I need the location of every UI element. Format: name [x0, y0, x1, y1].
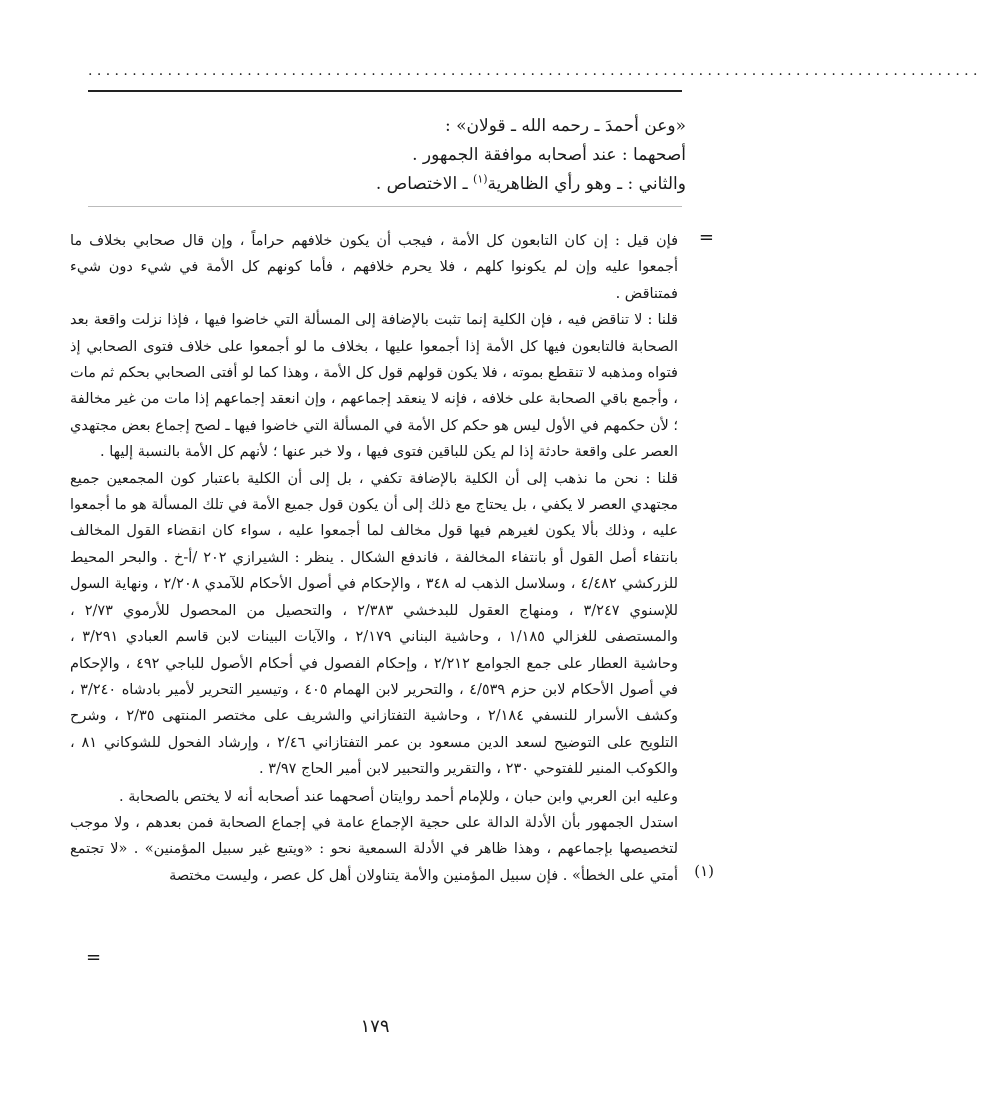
footnote-paragraph-reply-2: قلنا : نحن ما نذهب إلى أن الكلية بالإضافة تكفي ، بل إلى أن الكلية باعتبار كون المجمعين جميع مجتهدي العصر لا يكفي ، بل يحتاج مع ذلك إلى أن يكون قول جميع الأمة في تلك المسألة هو ما أجمعوا عليه ، وذلك بألا يكون لغيرهم فيها قول مخالف لما أجمعوا عليه ، سواء كان انقضاء القول المخالف بانتفاء أصل القول أو بانتفاء المخالفة ، فاندفع الشكال . ينظر : الشيرازي ٢٠٢ /أ-خ . والبحر المحيط للزركشي ٤/٤٨٢ ، وسلاسل الذهب له ٣٤٨ ، والإحكام في أصول الأحكام للآمدي ٢/٢٠٨ ، ونهاية السول للإسنوي ٣/٢٤٧ ، ومنهاج العقول للبدخشي ٢/٣٨٣ ، والتحصيل من المحصول للأرموي ٢/٧٣ ، والمستصفى للغزالي ١/١٨٥ ، وحاشية البناني ٢/١٧٩ ، والآيات البينات لابن قاسم العبادي ٣/٢٩١ ، وحاشية العطار على جمع الجوامع ٢/٢١٢ ، وإحكام الفصول في أحكام الأصول للباجي ٤٩٢ ، والإحكام في أصول الأحكام لابن حزم ٤/٥٣٩ ، والتحرير لابن الهمام ٤٠٥ ، وتيسير التحرير لأمير بادشاه ٣/٢٤٠ ، وكشف الأسرار للنسفي ٢/١٨٤ ، وحاشية التفتازاني والشريف على مختصر المنتهى ٢/٣٥ ، وشرح التلويح على التوضيح لسعد الدين مسعود بن عمر التفتازاني ٢/٤٦ ، وإرشاد الفحول للشوكاني ٨١ ، والكوكب المنير للفتوحي ٢٣٠ ، والتقرير والتحبير لابن أمير الحاج ٣/٩٧ .	[70, 470, 679, 778]
main-text	[246, 112, 686, 199]
main-line-3-text: والثاني : ـ وهو رأي الظاهرية	[487, 174, 686, 194]
header-rule	[88, 90, 682, 92]
footnote-number: (١)	[694, 862, 714, 880]
footnote-ref[interactable]: (١)	[473, 172, 488, 186]
continuation-mark: =	[698, 227, 714, 248]
footnotes	[70, 228, 678, 889]
header-dotted-line: .....................................................................................................	[88, 63, 982, 79]
main-line-2: أصحهما : عند أصحابه موافقة الجمهور .	[412, 145, 686, 165]
main-line-3	[246, 170, 686, 199]
main-line-1: «وعن أحمدَ ـ رحمه الله ـ قولان» :	[445, 116, 686, 136]
continues-mark: =	[86, 947, 102, 968]
footnote-paragraph-objection: فإن قيل : إن كان التابعون كل الأمة ، فيجب أن يكون خلافهم حراماً ، وإن قال صحابي بخلاف ما أجمعوا عليه وإن لم يكونوا كلهم ، فلا يحرم خلافهم ، فأما كونهم كل الأمة في شيء دون شيء فمتناقض .	[70, 233, 678, 302]
footnote-separator	[88, 206, 682, 207]
footnote-paragraph-reply-1: قلنا : لا تناقض فيه ، فإن الكلية إنما تثبت بالإضافة إلى المسألة التي خاضوا فيها ، فإذا نزلت واقعة بعد الصحابة فالتابعون فيها كل الأمة إذا أجمعوا عليها ، بخلاف ما لو أجمعوا على خلاف فتوى الصحابي إذ فتواه ومذهبه لا تنقطع بموته ، فلا يكون قولهم قول كل الأمة ، وهذا كما لو أفتى الصحابي بحكم ثم مات ، وأجمع باقي الصحابة على خلافه ، فإنه لا ينعقد إجماعهم ، وإن انعقد إجماعهم إذا مات من غير مخالفة ؛ لأن حكمهم في الأول ليس هو حكم كل الأمة في المسألة التي خاضوا فيها ـ لصح إجماع بعض مجتهدي العصر على واقعة حادثة إذا لم يكن للباقين فتوى فيها ، ولا خبر عنها ؛ لأنهم كل الأمة بالنسبة إليها .	[70, 312, 678, 461]
main-line-3-end: ـ الاختصاص .	[375, 174, 474, 194]
footnote-1-line-2: استدل الجمهور بأن الأدلة الدالة على حجية الإجماع عامة في إجماع الصحابة فمن بعدهم ، ولا موجب لتخصيصها بإجماعهم ، وهذا ظاهر في الأدلة السمعية نحو : «ويتبع غير سبيل المؤمنين» . «لا تجتمع أمتي على الخطأ» . فإن سبيل المؤمنين والأمة يتناولان أهل كل عصر ، وليست مختصة	[70, 814, 678, 884]
page-number: ١٧٩	[360, 1016, 390, 1037]
footnote-1-line-1: وعليه ابن العربي وابن حبان ، وللإمام أحمد روايتان أصحهما عند أصحابه أنه لا يختص بالصحابة .	[119, 788, 678, 805]
